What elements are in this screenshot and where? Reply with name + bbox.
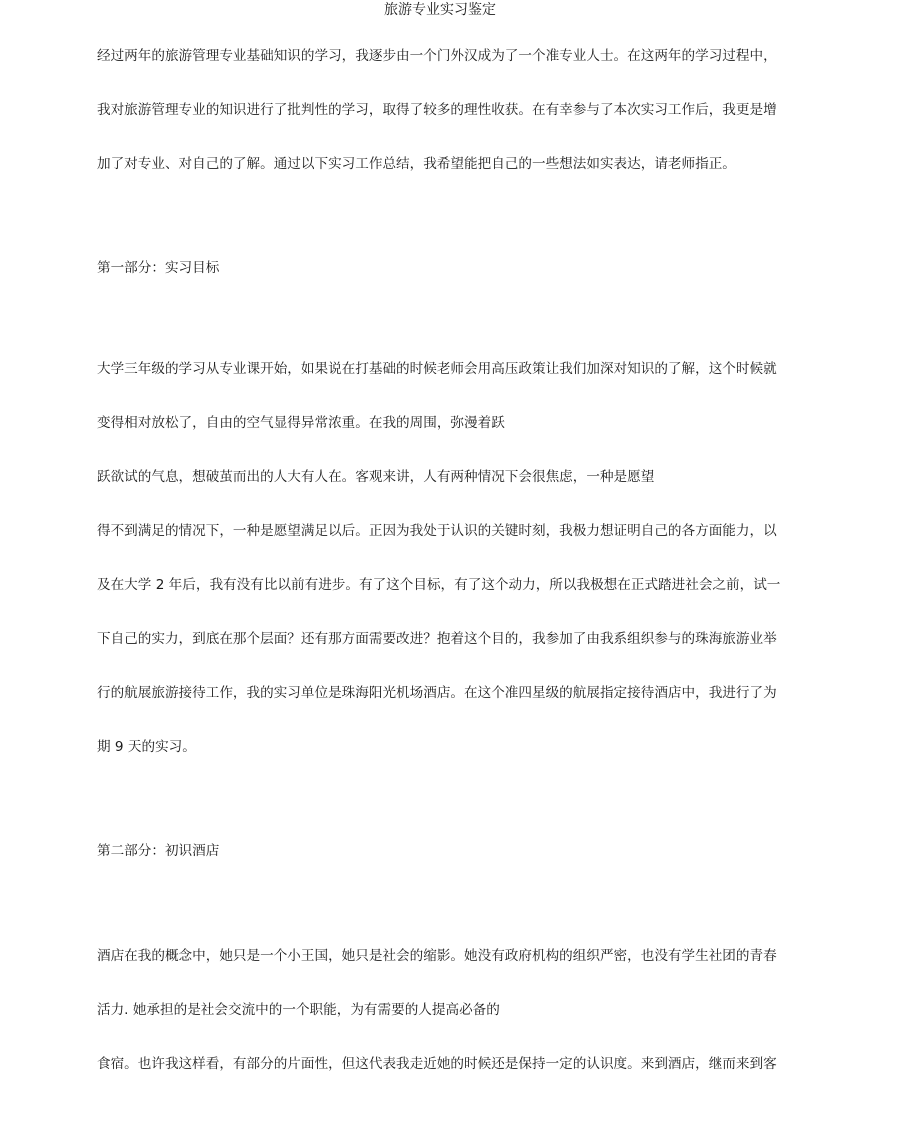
paragraph-line: 及在大学 2 年后，我有没有比以前有进步。有了这个目标，有了这个动力，所以我极想在正式踏进社会之前，试一 (97, 577, 781, 593)
section-heading: 第二部分：初识酒店 (97, 843, 220, 859)
paragraph-line: 我对旅游管理专业的知识进行了批判性的学习，取得了较多的理性收获。在有幸参与了本次实习工作后，我更是增 (97, 102, 777, 118)
document-title: 旅游专业实习鉴定 (384, 2, 496, 18)
paragraph-line: 期 9 天的实习。 (97, 739, 196, 755)
section-heading: 第一部分：实习目标 (97, 260, 220, 276)
paragraph-line: 行的航展旅游接待工作，我的实习单位是珠海阳光机场酒店。在这个准四星级的航展指定接待酒店中，我进行了为 (97, 685, 777, 701)
paragraph-line: 食宿。也许我这样看，有部分的片面性，但这代表我走近她的时候还是保持一定的认识度。来到酒店，继而来到客 (97, 1056, 777, 1072)
paragraph-line: 下自己的实力，到底在那个层面？还有那方面需要改进？抱着这个目的，我参加了由我系组织参与的珠海旅游业举 (97, 631, 777, 647)
paragraph-line: 加了对专业、对自己的了解。通过以下实习工作总结，我希望能把自己的一些想法如实表达，请老师指正。 (97, 156, 736, 172)
paragraph-line: 得不到满足的情况下，一种是愿望满足以后。正因为我处于认识的关键时刻，我极力想证明自己的各方面能力，以 (97, 523, 777, 539)
paragraph-line: 跃欲试的气息，想破茧而出的人大有人在。客观来讲，人有两种情况下会很焦虑，一种是愿望 (97, 469, 655, 485)
paragraph-line: 活力. 她承担的是社会交流中的一个职能，为有需要的人提高必备的 (97, 1002, 500, 1018)
paragraph-line: 变得相对放松了，自由的空气显得异常浓重。在我的周围，弥漫着跃 (97, 415, 505, 431)
paragraph-line: 经过两年的旅游管理专业基础知识的学习，我逐步由一个门外汉成为了一个准专业人士。在这两年的学习过程中， (97, 48, 777, 64)
paragraph-line: 酒店在我的概念中，她只是一个小王国，她只是社会的缩影。她没有政府机构的组织严密，也没有学生社团的青春 (97, 948, 777, 964)
paragraph-line: 大学三年级的学习从专业课开始，如果说在打基础的时候老师会用高压政策让我们加深对知识的了解，这个时候就 (97, 361, 777, 377)
